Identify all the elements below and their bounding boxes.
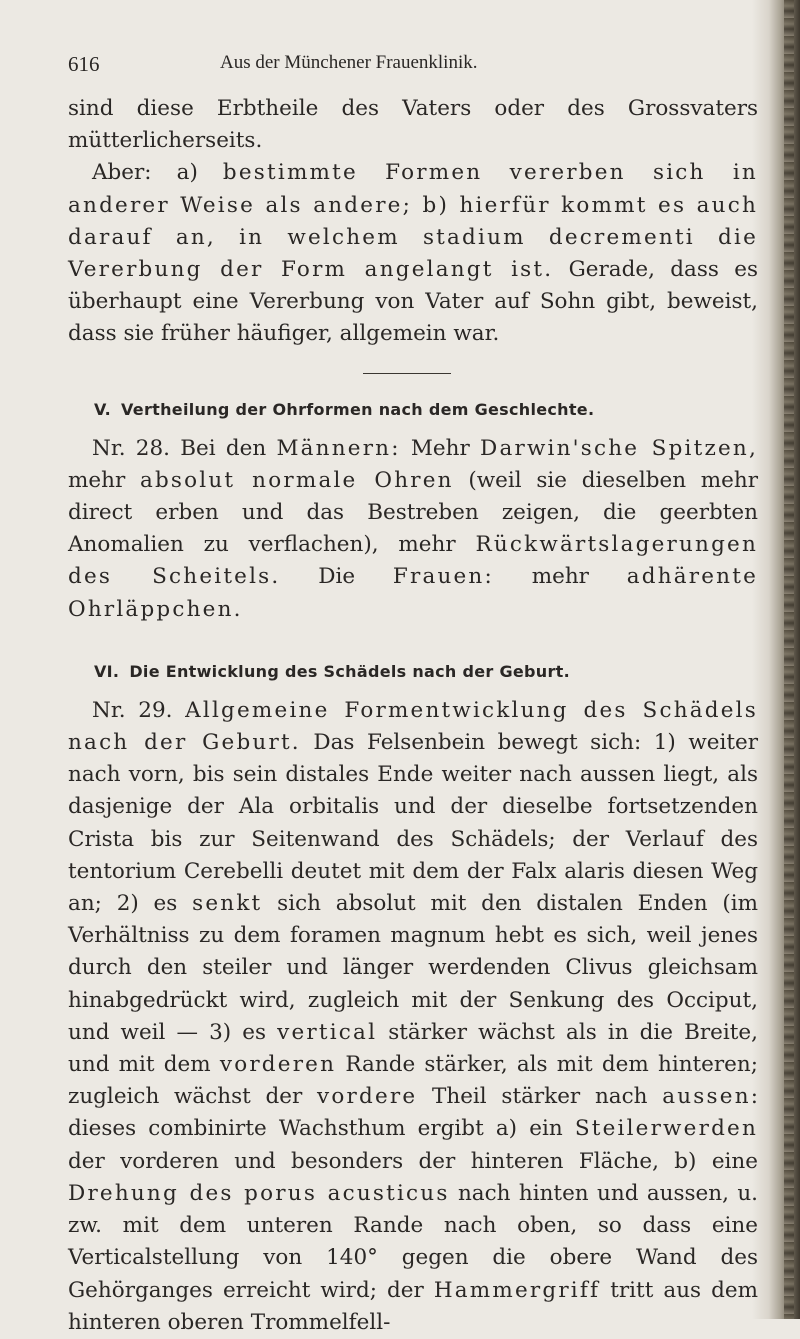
nr-28-label: Nr. 28. [92, 435, 170, 461]
nr-29-spaced-g: Steilerwerden [574, 1116, 758, 1142]
nr-29-spaced-c: vertical [277, 1019, 378, 1045]
nr-29-text-f: : dieses combinirte Wachsthum ergibt a) ein [68, 1084, 758, 1142]
nr-28-text-f: mehr [493, 564, 627, 590]
paragraph-continuation [68, 93, 758, 157]
nr-29-text-d: Rande stärker, als mit dem hinteren; zugleich wächst der [68, 1052, 758, 1110]
nr-29-spaced-e: vordere [317, 1084, 418, 1110]
paragraph-1-text: sind diese Erbtheile des Vaters oder des Grossvaters mütterlicherseits. [68, 96, 758, 154]
nr-28-spaced-e: Frauen: [392, 564, 494, 590]
nr-29-spaced-b: senkt [192, 891, 263, 917]
nr-29-text-a: Das Felsenbein bewegt sich: 1) weiter nach vorn, bis sein distales Ende weiter nach aussen liegt, als dasjenige der Ala orbitalis und der dieselbe fortsetzenden Crista bis zur Seitenwand des Schädels; der Verlauf des tentorium Cerebelli deutet mit dem der Falx alaris diesen Weg an; 2) es [68, 730, 758, 917]
body-text [68, 93, 758, 1339]
nr-29-spaced-f: aussen [662, 1084, 751, 1110]
nr-28-spaced-c: absolut normale Ohren [139, 467, 454, 493]
nr-28-spaced-b: Darwin'sche Spitzen, [480, 435, 759, 461]
section-vi-numeral: VI. [94, 661, 120, 681]
nr-29-text-c: stärker wächst als in die Breite, und mit dem [68, 1019, 758, 1078]
page-number: 616 [68, 52, 100, 76]
nr-28-spaced-f: adhärente Ohrläppchen. [68, 564, 758, 622]
paragraph-2-rest: Gerade, dass es überhaupt eine Vererbung von Vater auf Sohn gibt, beweist, dass sie früher häufiger, allgemein war. [68, 257, 758, 347]
section-vi-title: Die Entwicklung des Schädels nach der Geburt. [129, 661, 570, 681]
nr-29-text-i: tritt aus dem hinteren oberen Trommelfell- [68, 1277, 758, 1335]
nr-28-spaced-d: Rückwärtslagerungen des Scheitels. [68, 532, 758, 590]
nr-29-text-h: nach hinten und aussen, u. zw. mit dem unteren Rande nach oben, so dass eine Verticalstellung von 140° gegen die obere Wand des Gehörganges erreicht wird; der [68, 1180, 759, 1303]
section-v-numeral: V. [94, 399, 111, 419]
paragraph-2-spaced: bestimmte Formen vererben sich in anderer Weise als andere; b) hierfür kommt es auch darauf an, in welchem stadium decrementi die Vererbung der Form angelangt ist. [68, 160, 758, 283]
nr-28-text-e: Die [280, 564, 393, 590]
nr-29-spaced-a: Allgemeine Formentwicklung des Schädels nach der Geburt. [68, 697, 758, 756]
paragraph-inheritance [68, 157, 758, 350]
nr-29-spaced-i: Hammergriff [433, 1277, 601, 1303]
paragraph-2-lead: Aber: a) [92, 160, 223, 186]
paragraph-nr-28 [68, 433, 758, 626]
section-heading-v [94, 400, 758, 419]
nr-28-spaced-a: Männern: [276, 435, 401, 461]
nr-29-spaced-h: Drehung des porus acusticus [68, 1180, 450, 1206]
nr-29-label: Nr. 29. [92, 697, 173, 723]
nr-28-text-a: Bei den [170, 435, 277, 461]
nr-28-text-b: Mehr [400, 435, 481, 461]
running-header [68, 52, 748, 82]
nr-29-text-b: sich absolut mit den distalen Enden (im Verhältniss zu dem foramen magnum hebt es sich, weil jenes durch den steiler und länger werdenden Clivus gleichsam hinabgedrückt wird, zugleich mit der Senkung des Occiput, und weil — 3) es [68, 891, 758, 1045]
nr-29-spaced-d: vorderen [219, 1052, 337, 1078]
paragraph-nr-29 [68, 695, 758, 1339]
nr-29-text-e: Theil stärker nach [417, 1084, 663, 1110]
book-binding-edge [784, 0, 794, 1319]
section-heading-vi [94, 662, 758, 681]
nr-29-text-g: der vorderen und besonders der hinteren Fläche, b) eine [68, 1148, 758, 1174]
nr-28-text-c: mehr [68, 467, 140, 493]
nr-28-text-d: (weil sie dieselben mehr direct erben und das Bestreben zeigen, die geerbten Anomalien zu verflachen), mehr [68, 467, 758, 558]
section-v-title: Vertheilung der Ohrformen nach dem Geschlechte. [121, 399, 595, 419]
section-divider-rule [363, 373, 451, 374]
running-title: Aus der Münchener Frauenklinik. [220, 52, 478, 73]
